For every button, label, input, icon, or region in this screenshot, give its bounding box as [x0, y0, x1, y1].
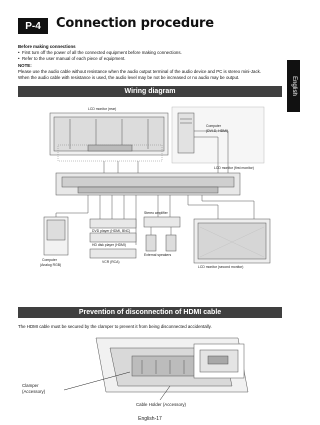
note-line-2: When the audio cable with resistance is used, the audio level may be not be increased or no audio may be output. — [18, 75, 240, 80]
clamper-sub-label: (Accessory) — [22, 389, 46, 394]
hdmi-description: The HDMI cable must be secured by the clamper to prevent it from being disconnected accidentally. — [18, 324, 212, 329]
speaker-right-image — [166, 235, 176, 251]
hdmi-clamper-illustration — [18, 334, 282, 410]
label-hd-disk-player: HD disk player (HDMI) — [92, 243, 126, 247]
page-title: Connection procedure — [56, 16, 214, 31]
intro-bullet-2: • Refer to the user manual of each piece of equipment. — [18, 56, 126, 61]
intro-bullet-1: • First turn off the power of all the connected equipment before making connections. — [18, 50, 182, 55]
language-tab[interactable] — [287, 60, 300, 112]
hd-disk-player-image — [90, 233, 136, 242]
note-label: NOTE: — [18, 63, 32, 68]
section-number-badge — [18, 18, 48, 34]
label-monitor-rear: LCD monitor (rear) — [88, 107, 117, 111]
label-stereo-amplifier: Stereo amplifier — [144, 211, 168, 215]
label-computer-dvi: Computer — [206, 124, 221, 128]
label-dvd-player: DVD player (HDMI, BNC) — [92, 229, 131, 233]
intro-bullet-2-text: Refer to the user manual of each piece of equipment. — [21, 56, 126, 61]
section-number: P-4 — [25, 20, 41, 32]
intro-heading: Before making connections — [18, 44, 76, 49]
hdmi-banner-title: Prevention of disconnection of HDMI cable — [78, 309, 222, 316]
wiring-diagram-banner — [18, 86, 282, 97]
note-line-1: Please use the audio cable without resistance when the audio output terminal of the audio device and PC is stereo mini-Jack. — [18, 69, 262, 74]
label-monitor-first: LCD monitor (first monitor) — [214, 166, 254, 170]
speaker-left-image — [146, 235, 156, 251]
label-vcr: VCR (RCA) — [102, 260, 120, 264]
intro-bullet-1-text: First turn off the power of all the connected equipment before making connections. — [21, 50, 182, 55]
page-number: English-17 — [138, 416, 162, 422]
label-monitor-second: LCD monitor (second monitor) — [198, 265, 244, 269]
clamper-label: Clamper — [22, 383, 39, 388]
label-external-speakers: External speakers — [144, 253, 172, 257]
label-computer-analog-sub: (Analog RGB) — [40, 263, 62, 267]
wiring-diagram-title: Wiring diagram — [124, 88, 176, 95]
wiring-diagram — [18, 101, 282, 301]
stereo-amplifier-image — [144, 217, 180, 227]
label-computer-analog: Computer — [42, 258, 57, 262]
hdmi-banner — [18, 307, 282, 318]
language-tab-label: English — [290, 76, 297, 96]
cable-holder-label: Cable Holder (Accessory) — [136, 402, 187, 407]
dvd-player-image — [90, 219, 136, 228]
vcr-image — [90, 249, 136, 258]
label-computer-dvi-sub: (DVI-D, HDMI) — [206, 129, 229, 133]
